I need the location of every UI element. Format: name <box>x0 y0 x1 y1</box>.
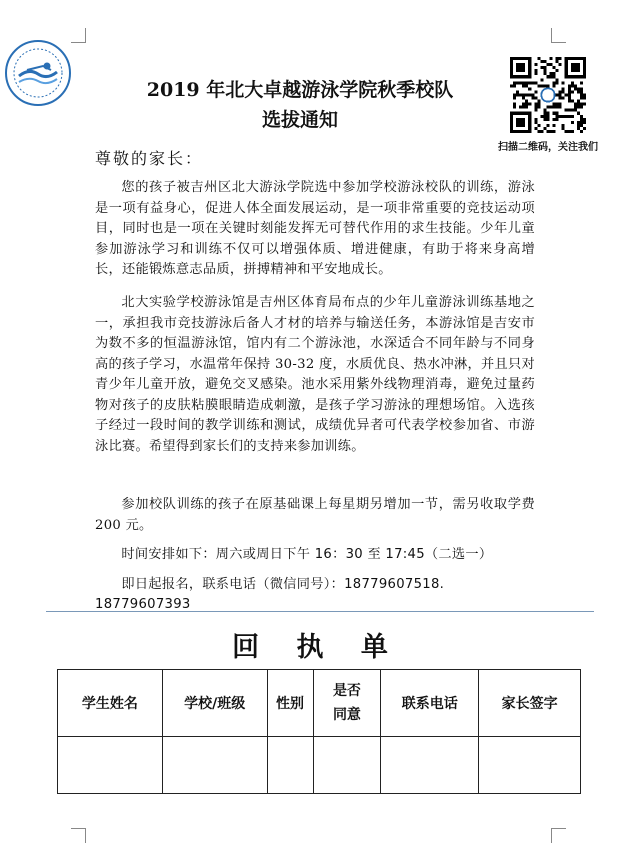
header-gender: 性别 <box>267 670 313 737</box>
input-agree[interactable] <box>313 737 381 794</box>
receipt-table <box>57 669 581 794</box>
header-agree-line2: 同意 <box>332 707 361 723</box>
schedule-line: 时间安排如下：周六或周日下午 16：30 至 17:45（二选一） <box>121 547 493 562</box>
crop-mark-top-right <box>551 28 566 43</box>
qr-caption: 扫描二维码，关注我们 <box>498 142 598 153</box>
header-student-name: 学生姓名 <box>58 670 163 737</box>
notice-title-line1: 2019 年北大卓越游泳学院秋季校队 <box>146 79 454 101</box>
input-student-name[interactable] <box>58 737 163 794</box>
notice-title-line2: 选拔通知 <box>261 109 338 131</box>
input-school-class[interactable] <box>162 737 267 794</box>
section-divider <box>46 611 594 612</box>
paragraph-1: 您的孩子被吉州区北大游泳学院选中参加学校游泳校队的训练，游泳是一项有益身心，促进人体全面发展运动，是一项非常重要的竞技运动项目，同时也是一项在关键时刻能发挥无可替代作用的求生技能。少年儿童参加游泳学习和训练不仅可以增强体质、增进健康，有助于将来身高增长，还能锻炼意志品质，拼搏精神和平安地成长。 <box>95 180 535 277</box>
crop-mark-bottom-left <box>71 828 86 843</box>
crop-mark-bottom-right <box>551 828 566 843</box>
header-school-class: 学校/班级 <box>162 670 267 737</box>
input-phone[interactable] <box>381 737 479 794</box>
header-parent-signature: 家长签字 <box>479 670 581 737</box>
school-logo <box>5 40 71 106</box>
input-parent-signature[interactable] <box>479 737 581 794</box>
crop-mark-top-left <box>71 28 86 43</box>
paragraph-3: 参加校队训练的孩子在原基础课上每星期另增加一节，需另收取学费 200 元。 <box>95 497 535 533</box>
contact-line: 即日起报名，联系电话（微信同号）：18779607518. 18779607393 <box>95 577 445 612</box>
receipt-title: 回 执 单 <box>232 632 402 663</box>
header-phone: 联系电话 <box>381 670 479 737</box>
paragraph-2: 北大实验学校游泳馆是吉州区体育局布点的少年儿童游泳训练基地之一，承担我市竞技游泳后备人才材的培养与输送任务，本游泳馆是吉安市为数不多的恒温游泳馆，馆内有二个游泳池，水深适合不同年龄与不同身高的孩子学习，水温常年保持 30-32 度，水质优良、热水冲淋，并且只对青少年儿童开放，避免交叉感染。池水采用紫外线物理消毒，避免过量药物对孩子的皮肤粘膜眼睛造成刺激，是孩子学习游泳的理想场馆。入选孩子经过一段时间的教学训练和测试，成绩优异者可代表学校参加省、市游泳比赛。希望得到家长们的支持来参加训练。 <box>95 295 535 454</box>
qr-code[interactable] <box>510 57 586 133</box>
input-gender[interactable] <box>267 737 313 794</box>
header-agree <box>313 670 381 737</box>
header-agree-line1: 是否 <box>332 683 361 699</box>
greeting: 尊敬的家长： <box>95 149 204 168</box>
